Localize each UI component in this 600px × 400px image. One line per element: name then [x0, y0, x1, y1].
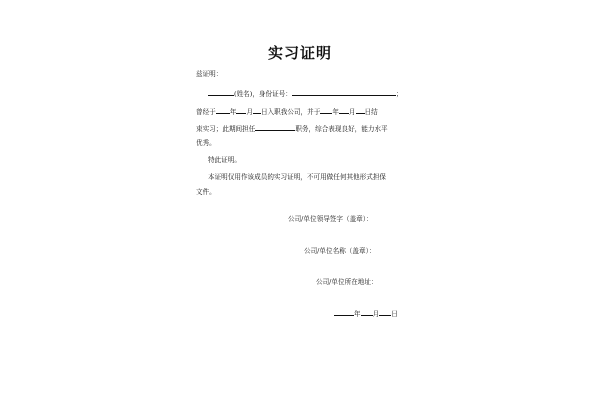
special-proof: 特此证明。 — [208, 156, 241, 164]
date-line — [334, 308, 398, 318]
date-year-blank — [334, 309, 354, 316]
salutation: 兹证明： — [196, 70, 223, 78]
date-month-label: 月 — [372, 310, 380, 318]
position-end-label: 职务，综合表现良好，能力水平 — [295, 125, 388, 133]
date-day-blank — [379, 309, 391, 316]
start-day-blank — [253, 107, 261, 114]
name-id-label: (姓名)，身份证号： — [234, 90, 292, 98]
start-year-label: 年 — [229, 108, 237, 116]
excellent-line: 优秀。 — [196, 139, 216, 147]
date-year-label: 年 — [354, 310, 361, 318]
position-blank — [255, 124, 295, 131]
end-month-blank — [339, 107, 349, 114]
name-blank — [208, 89, 234, 96]
dates-from-label: 曾经于 — [196, 108, 216, 116]
dates-line — [196, 107, 378, 116]
start-month-blank — [236, 107, 246, 114]
end-month-label: 月 — [348, 108, 356, 116]
dates-end-label: 日结 — [364, 108, 378, 116]
name-id-line — [208, 89, 403, 98]
end-day-blank — [356, 107, 365, 114]
note-line-1: 本证明仅用作该成员的实习证明，不可用做任何其他形式担保 — [208, 173, 387, 181]
dates-join-label: 日入职我公司，并于 — [260, 108, 321, 116]
start-month-label: 月 — [246, 108, 253, 116]
position-line — [196, 124, 388, 133]
date-month-blank — [361, 309, 373, 316]
document-title: 实习证明 — [267, 44, 332, 62]
position-start-label: 束实习；此期间担任 — [196, 125, 256, 133]
end-year-label: 年 — [332, 108, 339, 116]
leader-signature-label: 公司/单位领导签字（盖章）： — [288, 215, 373, 223]
note-line-2: 文件。 — [196, 188, 216, 196]
company-name-label: 公司/单位名称（盖章）： — [304, 247, 376, 255]
start-year-blank — [216, 107, 230, 114]
company-address-label: 公司/单位所在地址： — [316, 278, 378, 286]
id-number-blank — [292, 89, 396, 96]
end-year-blank — [320, 107, 332, 114]
name-line-end: ； — [395, 90, 403, 98]
date-day-label: 日 — [391, 310, 398, 318]
